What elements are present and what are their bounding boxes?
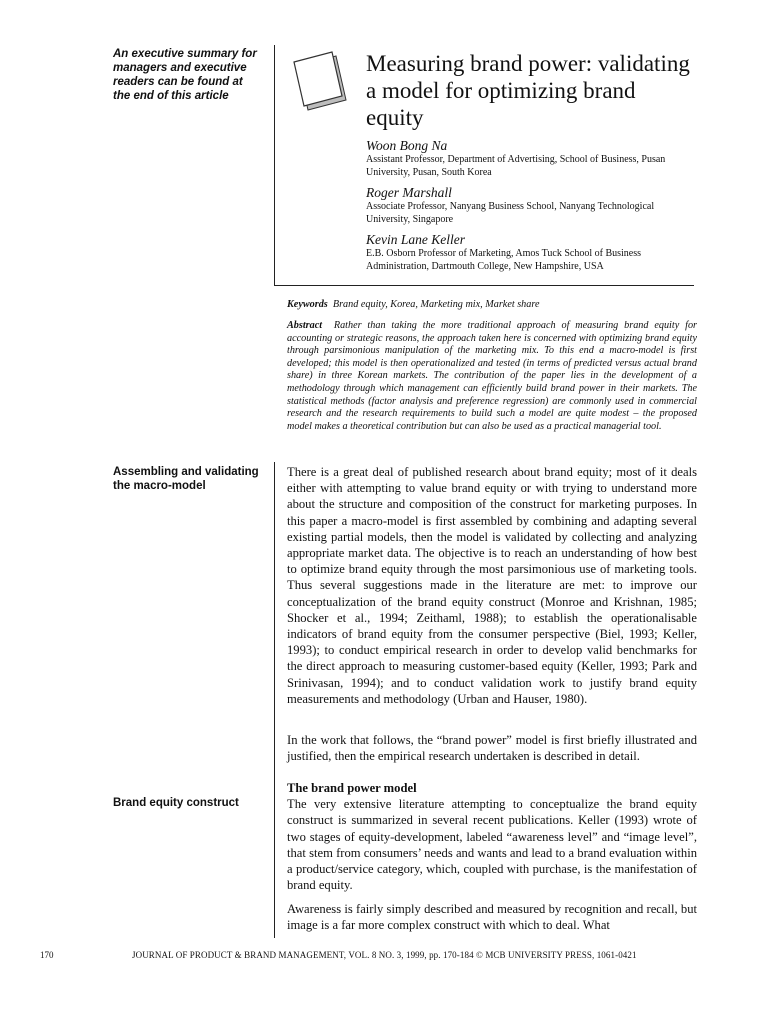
executive-summary-note: An executive summary for managers and executive readers can be found at the end of this article bbox=[113, 48, 257, 102]
journal-reference: JOURNAL OF PRODUCT & BRAND MANAGEMENT, VOL. 8 NO. 3, 1999, pp. 170-184 © MCB UNIVERSITY PRESS, 1061-0421 bbox=[132, 950, 637, 960]
column-rule-bottom bbox=[274, 462, 275, 938]
keywords-label: Keywords bbox=[287, 299, 328, 310]
author-affiliation: Assistant Professor, Department of Advertising, School of Business, Pusan University, Pusan, South Korea bbox=[366, 154, 666, 178]
paragraph-text: Awareness is fairly simply described and measured by recognition and recall, but image is a far more complex construct with which to deal. What bbox=[287, 902, 697, 933]
column-rule-top bbox=[274, 45, 275, 285]
keywords-text: Brand equity, Korea, Marketing mix, Market share bbox=[332, 299, 540, 310]
author-name: Kevin Lane Keller bbox=[366, 232, 465, 247]
sidebar-heading-brand-equity: Brand equity construct bbox=[113, 797, 239, 809]
body-paragraph-1 bbox=[287, 464, 697, 707]
abstract bbox=[287, 320, 697, 433]
brand-power-section bbox=[287, 780, 697, 893]
body-paragraph-4 bbox=[287, 901, 697, 933]
author-affiliation: E.B. Osborn Professor of Marketing, Amos Tuck School of Business Administration, Dartmouth College, New Hampshire, USA bbox=[366, 248, 642, 272]
section-heading: The brand power model bbox=[287, 781, 417, 795]
paragraph-text: In the work that follows, the “brand power” model is first briefly illustrated and justified, then the empirical research undertaken is described in detail. bbox=[287, 733, 697, 764]
page-number: 170 bbox=[40, 950, 54, 960]
abstract-text: Rather than taking the more traditional approach of measuring brand equity for accounting or strategic reasons, the approach taken here is concerned with optimizing brand equity through parsimonious manipulation of the marketing mix. To this end a macro-model is first developed; this model is then operationalized and tested (in terms of predicted versus actual brand share) in three Korean markets. The contribution of the paper lies in the development of a methodology through which management can efficiently build brand power in their markets. The statistical methods (factor analysis and preference regression) are commonly used in commercial research and the research requirements to build such a model are quite modest – the proposed model makes a theoretical contribution but can also be used as a practical managerial tool. bbox=[287, 320, 697, 432]
author-list bbox=[366, 138, 696, 279]
paragraph-text: The very extensive literature attempting to conceptualize the brand equity construct is summarized in several recent publications. Keller (1993) wrote of two stages of equity-development, labeled “awareness level” and “image level”, that stem from consumers’ needs and wants and lead to a brand evaluation within a product/service category, which, coupled with purchase, is the manifestation of brand equity. bbox=[287, 797, 697, 893]
paragraph-text: There is a great deal of published research about brand equity; most of it deals either with attempting to value brand equity or with trying to understand more about the structure and composition of the construct for marketing purposes. In this paper a macro-model is first assembled by combining and adapting several existing partial models, then the model is validated by collecting and analyzing appropriate market data. The objective is to reach an understanding of how best to optimize brand equity through the most parsimonious use of marketing tools. Thus several suggestions made in the literature are met: to improve our conceptualization of the brand equity construct (Monroe and Krishnan, 1985; Shocker et al., 1994; Zeithaml, 1988); to establish the operationalisable indicators of brand equity from the consumer perspective (Biel, 1993; Keller, 1993); to conduct empirical research in order to develop valid benchmarks for the direct approach to measuring customer-based equity (Keller, 1993; Park and Srinivasan, 1994); and to conduct validation work to justify brand equity measurements and methodology (Urban and Hauser, 1980). bbox=[287, 465, 697, 706]
sidebar-heading-assembling: Assembling and validating the macro-model bbox=[113, 466, 259, 492]
keywords bbox=[287, 298, 697, 311]
body-paragraph-2 bbox=[287, 732, 697, 764]
author-affiliation: Associate Professor, Nanyang Business School, Nanyang Technological University, Singapore bbox=[366, 201, 655, 225]
author-name: Woon Bong Na bbox=[366, 138, 448, 153]
header-rule bbox=[274, 285, 694, 286]
author-name: Roger Marshall bbox=[366, 185, 452, 200]
article-title: Measuring brand power: validating a model for optimizing brand equity bbox=[366, 51, 690, 130]
stacked-paper-icon bbox=[288, 48, 358, 118]
abstract-label: Abstract bbox=[287, 320, 323, 331]
